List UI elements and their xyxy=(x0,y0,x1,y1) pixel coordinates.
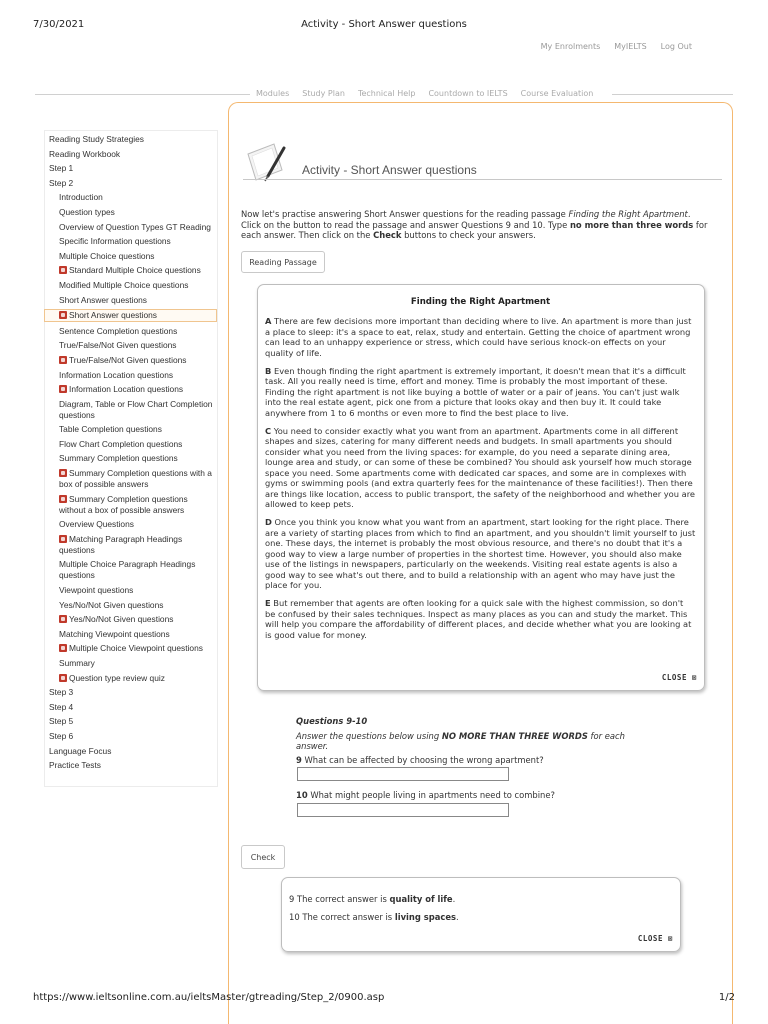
passage-paragraph xyxy=(265,366,696,419)
title-divider xyxy=(243,179,722,180)
instr-word-limit: NO MORE THAN THREE WORDS xyxy=(441,730,588,741)
sidebar-item[interactable] xyxy=(45,716,217,727)
sidebar-item[interactable] xyxy=(45,439,217,450)
question-9 xyxy=(296,755,656,766)
sidebar-item[interactable] xyxy=(45,251,217,262)
sidebar-item[interactable] xyxy=(45,519,217,530)
sidebar-item[interactable] xyxy=(45,280,217,291)
passage-paragraph xyxy=(265,316,696,358)
intro-part: Now let's practise answering Short Answer questions for the reading passage xyxy=(241,209,569,219)
sidebar-item[interactable] xyxy=(45,585,217,596)
sidebar-item[interactable] xyxy=(45,559,217,581)
sidebar-item-label: Sentence Completion questions xyxy=(59,325,178,336)
sidebar-item-label: Flow Chart Completion questions xyxy=(59,438,183,449)
sidebar-item-label: Diagram, Table or Flow Chart Completion questions xyxy=(59,398,213,420)
sidebar-item-label: Step 2 xyxy=(49,177,74,188)
lock-icon xyxy=(59,266,67,274)
paragraph-letter: B xyxy=(265,365,272,376)
answer-feedback-box xyxy=(281,877,681,952)
answer-10-feedback xyxy=(289,912,673,922)
sidebar-item-label: Short Answer questions xyxy=(59,294,147,305)
questions-title: Questions 9-10 xyxy=(296,716,368,726)
sidebar-item-label: True/False/Not Given questions xyxy=(59,340,177,351)
paragraph-text: Once you think you know what you want from an apartment, start looking for the right place. There are a variety of starting places from which to find an apartment, and you shouldn't limit yourself to just one. These days, the internet is probably the most obvious resource, and there's no doubt that it's a good way to view a large number of properties in the shortest time. However, you should also make use of the listings in newspapers, particularly on the weekends. Visiting real estate agents is also a good way to see what's out there, and to build a relationship with an agent who may have just the place for you. xyxy=(265,517,696,590)
sidebar-item-label: Question types xyxy=(59,206,115,217)
sidebar-item-label: Summary Completion questions with a box of possible answers xyxy=(59,468,212,490)
close-label: CLOSE xyxy=(637,934,663,943)
instr-part: Answer the questions below using xyxy=(296,730,442,741)
sidebar-item-label: Yes/No/Not Given questions xyxy=(59,599,164,610)
sidebar-item[interactable] xyxy=(45,178,217,189)
sidebar-item-label: Overview Questions xyxy=(59,519,134,530)
questions-instructions xyxy=(296,731,656,752)
print-date: 7/30/2021 xyxy=(33,19,85,30)
sidebar-item[interactable] xyxy=(45,149,217,160)
paragraph-text: Even though finding the right apartment is extremely important, it doesn't mean that it's a difficult task. All you really need is time, effort and money. Time is probably the most important of these. Finding the right apartment is not like buying a bottle of water or a pair of jeans. You can't just walk into the real estate agent, pick one from a picture that looks okay and then buy it. It could take anywhere from 1 to 6 months or even more to find the best place to live. xyxy=(265,365,686,418)
correct-answer: quality of life xyxy=(389,894,453,904)
sidebar-item[interactable] xyxy=(45,326,217,337)
sidebar-item[interactable] xyxy=(45,265,217,276)
sidebar-item[interactable] xyxy=(45,453,217,464)
sidebar-item[interactable] xyxy=(45,424,217,435)
paragraph-text: There are few decisions more important than deciding where to live. An apartment is more than just a place to sleep: it's a space to eat, relax, study and entertain. Getting the choice of apartment wrong can lead to an unhappy experience or stress, which could have serious knock-on effects on your quality of life. xyxy=(265,316,692,358)
intro-passage-name: Finding the Right Apartment xyxy=(568,209,688,219)
sidebar-item-label: Summary xyxy=(59,658,95,668)
sidebar-item[interactable] xyxy=(45,207,217,218)
nav-technical-help[interactable]: Technical Help xyxy=(357,89,416,98)
sidebar-item[interactable] xyxy=(45,494,217,516)
close-label: CLOSE xyxy=(661,673,687,682)
paragraph-text: But remember that agents are often looking for a quick sale with the highest commission, so don't be confused by their sales techniques. Inspect as many places as you can and study the market. This will help you compare the affordability of different places, and decide whether what you are looking at is good value for money. xyxy=(265,598,692,640)
sidebar-item[interactable] xyxy=(45,295,217,306)
paragraph-text: You need to consider exactly what you want from an apartment. Apartments come in all different shapes and sizes, catering for many different needs and budgets. In small apartments you should consider what you need from the living spaces: for example, do you need a separate dining area, lounge area and study, or can some of these be combined? You should ask yourself how much storage space you need. Some apartments come with dedicated car spaces, and some are in complexes with gyms or swimming pools (and extra quarterly fees for the maintenance of these facilities!). Then there are things like location, access to public transport, the safety of the neighborhood and whether you are allowed to keep pets. xyxy=(265,425,696,509)
answer-number: 9 xyxy=(289,894,295,904)
sidebar-item[interactable] xyxy=(45,687,217,698)
sidebar-item[interactable] xyxy=(45,614,217,625)
question-number: 9 xyxy=(296,754,302,765)
print-url: https://www.ieltsonline.com.au/ieltsMaster/gtreading/Step_2/0900.asp xyxy=(33,992,385,1003)
sidebar-item-label: Practice Tests xyxy=(49,760,101,771)
sidebar-item-label: Viewpoint questions xyxy=(59,585,134,596)
answer-9-input[interactable] xyxy=(297,767,509,781)
question-text: What might people living in apartments need to combine? xyxy=(307,790,555,801)
sidebar-item[interactable] xyxy=(45,760,217,771)
close-passage-button[interactable] xyxy=(662,673,697,682)
print-title: Activity - Short Answer questions xyxy=(301,19,467,30)
sidebar-item[interactable] xyxy=(45,163,217,174)
paragraph-letter: D xyxy=(265,517,272,527)
sidebar-item[interactable] xyxy=(45,673,217,684)
lock-icon xyxy=(59,615,67,623)
passage-paragraph xyxy=(265,517,696,591)
answer-9-feedback xyxy=(289,894,673,904)
sidebar-item[interactable] xyxy=(44,309,217,322)
answer-pre: The correct answer is xyxy=(299,912,395,922)
correct-answer: living spaces xyxy=(394,912,457,922)
sidebar-item-label: Introduction xyxy=(59,192,103,203)
passage-heading: Finding the Right Apartment xyxy=(410,297,551,307)
intro-check-word: Check xyxy=(373,230,402,241)
paragraph-letter: C xyxy=(265,425,272,436)
answer-pre: The correct answer is xyxy=(294,894,390,904)
instr-part: for each answer. xyxy=(296,730,625,752)
sidebar-item[interactable] xyxy=(45,658,217,669)
sidebar-item[interactable] xyxy=(45,384,217,395)
sidebar-item[interactable] xyxy=(45,399,217,421)
sidebar-item-label: Information Location questions xyxy=(69,384,184,395)
sidebar-item-label: Reading Workbook xyxy=(49,148,121,159)
intro-part: buttons to check your answers. xyxy=(401,230,536,241)
sidebar-item-label: Step 3 xyxy=(49,687,74,698)
sidebar-item[interactable] xyxy=(45,629,217,640)
sidebar-item-label: Question type review quiz xyxy=(69,672,165,683)
sidebar-item[interactable] xyxy=(45,134,217,145)
intro-part: for each answer. Then click on the xyxy=(241,219,708,241)
lock-icon xyxy=(59,644,67,652)
intro-word-limit: no more than three words xyxy=(569,219,694,230)
questions-section xyxy=(296,716,656,826)
lock-icon xyxy=(59,469,67,477)
sidebar-item-label: Multiple Choice Viewpoint questions xyxy=(69,643,203,654)
sidebar-item-label: Specific Information questions xyxy=(59,236,171,247)
main-nav xyxy=(250,89,612,98)
sidebar-item[interactable] xyxy=(45,468,217,490)
my-enrolments-link[interactable]: My Enrolments xyxy=(540,42,601,51)
lock-icon xyxy=(59,674,67,682)
answer-post: . xyxy=(452,894,456,904)
sidebar-item[interactable] xyxy=(45,746,217,757)
lock-icon xyxy=(59,535,67,543)
sidebar-item[interactable] xyxy=(45,222,217,233)
sidebar-item-label: Step 5 xyxy=(49,716,74,727)
page-title: Activity - Short Answer questions xyxy=(302,163,477,177)
sidebar-item-label: Matching Viewpoint questions xyxy=(59,628,170,639)
sidebar-item-label: Reading Study Strategies xyxy=(49,134,144,144)
lock-icon xyxy=(59,495,67,503)
sidebar-item[interactable] xyxy=(45,600,217,611)
passage-paragraph xyxy=(265,426,696,510)
sidebar-item[interactable] xyxy=(45,370,217,381)
nav-modules[interactable]: Modules xyxy=(256,89,290,98)
sidebar-item[interactable] xyxy=(45,643,217,654)
sidebar-item-label: Multiple Choice questions xyxy=(59,250,155,261)
sidebar-item-label: Language Focus xyxy=(49,745,112,756)
sidebar-item[interactable] xyxy=(45,702,217,713)
answer-number: 10 xyxy=(289,912,300,922)
intro-part: . Click on the button to read the passage and answer Questions 9 and 10. Type xyxy=(241,209,691,230)
sidebar-item[interactable] xyxy=(45,731,217,742)
sidebar-item-label: Modified Multiple Choice questions xyxy=(59,279,189,290)
question-10 xyxy=(296,790,656,801)
check-button[interactable]: Check xyxy=(241,845,285,869)
lock-icon xyxy=(59,311,67,319)
nav-study-plan[interactable]: Study Plan xyxy=(302,89,345,98)
paragraph-letter: A xyxy=(265,316,272,326)
passage-paragraph xyxy=(265,598,696,640)
sidebar-item-label: Step 1 xyxy=(49,163,74,174)
sidebar-item-label: Short Answer questions xyxy=(69,310,157,321)
sidebar-item-label: Standard Multiple Choice questions xyxy=(69,265,201,276)
sidebar-item[interactable] xyxy=(45,355,217,366)
sidebar-item-label: True/False/Not Given questions xyxy=(69,354,187,365)
close-icon: ⊠ xyxy=(667,934,673,943)
sidebar-item-label: Information Location questions xyxy=(59,369,174,380)
sidebar xyxy=(44,130,218,787)
sidebar-item-label: Yes/No/Not Given questions xyxy=(69,614,174,625)
sidebar-item[interactable] xyxy=(45,192,217,203)
sidebar-item-label: Multiple Choice Paragraph Headings questions xyxy=(59,559,196,581)
reading-passage-box xyxy=(257,284,705,691)
question-number: 10 xyxy=(296,790,308,801)
lock-icon xyxy=(59,356,67,364)
sidebar-item[interactable] xyxy=(45,236,217,247)
sidebar-item-label: Summary Completion questions without a box of possible answers xyxy=(59,493,188,515)
answer-10-input[interactable] xyxy=(297,803,509,817)
nav-countdown[interactable]: Countdown to IELTS xyxy=(428,89,508,98)
sidebar-item[interactable] xyxy=(45,534,217,556)
close-icon: ⊠ xyxy=(691,673,697,682)
print-page-number: 1/2 xyxy=(718,992,735,1003)
sidebar-item-label: Overview of Question Types GT Reading xyxy=(59,221,211,232)
pencil-icon xyxy=(244,140,292,184)
close-answers-button[interactable] xyxy=(638,934,673,943)
nav-course-evaluation[interactable]: Course Evaluation xyxy=(520,89,594,98)
sidebar-item-label: Step 4 xyxy=(49,701,74,712)
top-links xyxy=(541,42,692,51)
sidebar-item-label: Table Completion questions xyxy=(59,424,162,435)
sidebar-item-label: Summary Completion questions xyxy=(59,453,178,464)
sidebar-item[interactable] xyxy=(45,340,217,351)
sidebar-item-label: Matching Paragraph Headings questions xyxy=(59,533,183,555)
answer-post: . xyxy=(456,912,459,922)
question-text: What can be affected by choosing the wrong apartment? xyxy=(301,754,544,765)
paragraph-letter: E xyxy=(265,598,271,608)
log-out-link[interactable]: Log Out xyxy=(660,42,692,51)
sidebar-item-label: Step 6 xyxy=(49,730,74,741)
reading-passage-button[interactable]: Reading Passage xyxy=(241,251,325,273)
lock-icon xyxy=(59,385,67,393)
intro-text xyxy=(241,209,711,241)
myielts-link[interactable]: MyIELTS xyxy=(614,42,647,51)
